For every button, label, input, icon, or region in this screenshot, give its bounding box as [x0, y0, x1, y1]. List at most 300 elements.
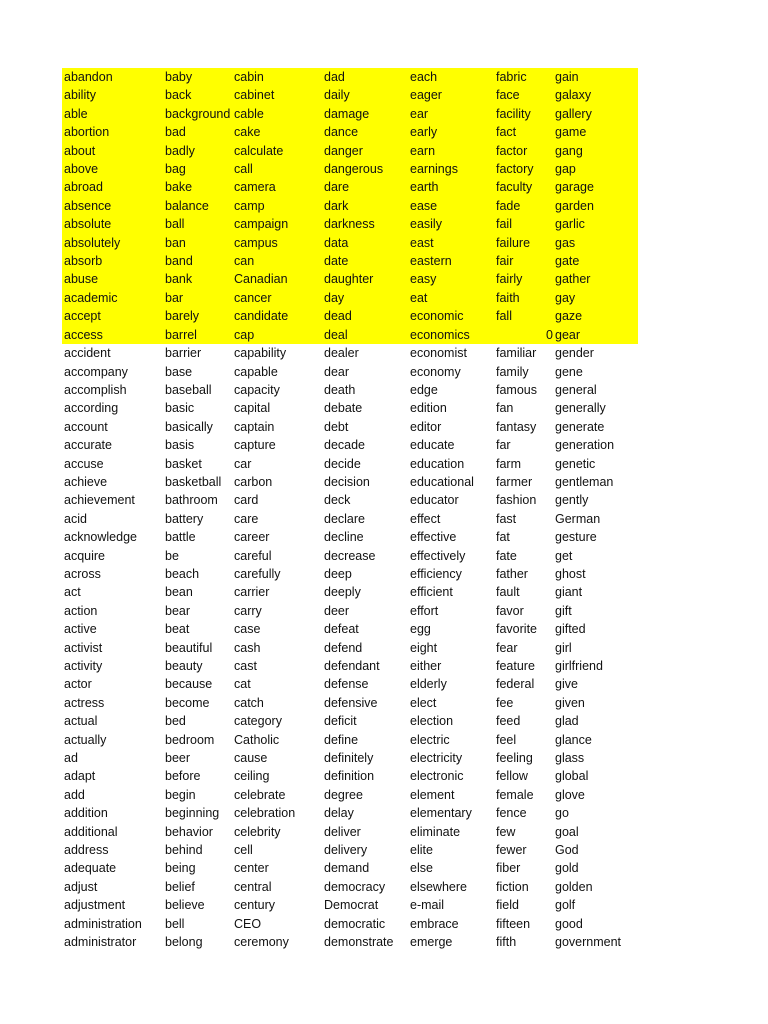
word-cell[interactable]: cable [232, 105, 322, 123]
word-cell[interactable]: actor [64, 677, 92, 692]
word-cell[interactable]: fashion [496, 493, 537, 508]
word-cell[interactable]: earth [408, 178, 494, 196]
word-cell[interactable]: fairly [494, 270, 553, 288]
word-cell[interactable]: cash [234, 640, 261, 655]
word-cell[interactable]: ear [408, 105, 494, 123]
word-cell[interactable]: electronic [410, 769, 464, 784]
word-cell[interactable]: edge [410, 382, 438, 397]
word-cell[interactable]: activist [64, 640, 103, 655]
word-cell[interactable]: fiber [496, 861, 521, 876]
word-cell[interactable]: effectively [410, 548, 466, 563]
word-cell[interactable]: administration [64, 916, 142, 931]
word-cell[interactable]: acknowledge [64, 530, 137, 545]
word-cell[interactable]: gear [553, 326, 638, 344]
word-cell[interactable]: capture [234, 438, 276, 453]
word-cell[interactable]: across [64, 566, 101, 581]
word-cell[interactable]: eat [408, 289, 494, 307]
word-cell[interactable]: egg [410, 622, 431, 637]
word-cell[interactable]: battery [165, 511, 204, 526]
word-cell[interactable]: barrel [163, 326, 232, 344]
word-cell[interactable]: basketball [165, 474, 222, 489]
word-cell[interactable]: else [410, 861, 433, 876]
word-cell[interactable]: cap [232, 326, 322, 344]
word-cell[interactable]: captain [234, 419, 275, 434]
word-cell[interactable]: gallery [553, 105, 638, 123]
word-cell[interactable]: debt [324, 419, 349, 434]
word-cell[interactable]: faith [494, 289, 553, 307]
word-cell[interactable]: ease [408, 197, 494, 215]
word-cell[interactable]: carefully [234, 566, 281, 581]
word-cell[interactable]: danger [322, 142, 408, 160]
word-cell[interactable]: embrace [410, 916, 459, 931]
word-cell[interactable]: ball [163, 215, 232, 233]
word-cell[interactable]: cat [234, 677, 251, 692]
word-cell[interactable]: bathroom [165, 493, 218, 508]
word-cell[interactable]: fear [496, 640, 518, 655]
word-cell[interactable]: glove [555, 787, 585, 802]
word-cell[interactable]: face [494, 86, 553, 104]
word-cell[interactable]: gift [555, 603, 572, 618]
word-cell[interactable]: education [410, 456, 465, 471]
word-cell[interactable]: barely [163, 307, 232, 325]
word-cell[interactable]: accomplish [64, 382, 127, 397]
word-cell[interactable]: accompany [64, 364, 128, 379]
word-cell[interactable]: farmer [496, 474, 533, 489]
word-cell[interactable]: gesture [555, 530, 597, 545]
word-cell[interactable]: elderly [410, 677, 447, 692]
word-cell[interactable]: acquire [64, 548, 105, 563]
word-cell[interactable]: ceiling [234, 769, 270, 784]
word-cell[interactable]: debate [324, 401, 363, 416]
word-cell[interactable]: add [64, 787, 85, 802]
word-cell[interactable]: case [234, 622, 261, 637]
word-cell[interactable]: father [496, 566, 528, 581]
word-cell[interactable]: beach [165, 566, 200, 581]
word-cell[interactable]: absorb [62, 252, 163, 270]
word-cell[interactable]: goal [555, 824, 579, 839]
word-cell[interactable]: cancer [232, 289, 322, 307]
word-cell[interactable]: card [234, 493, 259, 508]
word-cell[interactable]: baby [163, 68, 232, 86]
word-cell[interactable]: golden [555, 879, 593, 894]
word-cell[interactable]: fade [494, 197, 553, 215]
word-cell[interactable]: ban [163, 234, 232, 252]
word-cell[interactable]: deer [324, 603, 350, 618]
word-cell[interactable]: economics [408, 326, 494, 344]
word-cell[interactable]: can [232, 252, 322, 270]
word-cell[interactable]: achieve [64, 474, 108, 489]
word-cell[interactable]: deficit [324, 714, 357, 729]
word-cell[interactable]: defendant [324, 659, 380, 673]
word-cell[interactable]: about [62, 142, 163, 160]
word-cell[interactable]: feed [496, 714, 521, 729]
word-cell[interactable]: defeat [324, 622, 359, 637]
word-cell[interactable]: band [163, 252, 232, 270]
word-cell[interactable]: gold [555, 861, 579, 876]
word-cell[interactable]: family [496, 364, 529, 379]
word-cell[interactable]: eliminate [410, 824, 461, 839]
word-cell[interactable]: feel [496, 732, 517, 747]
word-cell[interactable]: general [555, 382, 597, 397]
word-cell[interactable]: feeling [496, 751, 533, 766]
word-cell[interactable]: background [163, 105, 232, 123]
word-cell[interactable]: gene [555, 364, 583, 379]
word-cell[interactable]: fair [494, 252, 553, 270]
word-cell[interactable]: dance [322, 123, 408, 141]
word-cell[interactable]: definitely [324, 751, 374, 766]
word-cell[interactable]: get [555, 548, 573, 563]
word-cell[interactable]: fiction [496, 879, 529, 894]
word-cell[interactable]: define [324, 732, 359, 747]
word-cell[interactable]: fantasy [496, 419, 537, 434]
word-cell[interactable]: gender [555, 346, 594, 361]
word-cell[interactable]: bank [163, 270, 232, 288]
word-cell[interactable]: celebration [234, 806, 296, 821]
word-cell[interactable]: effect [410, 511, 441, 526]
word-cell[interactable]: account [64, 419, 108, 434]
word-cell[interactable]: calculate [232, 142, 322, 160]
word-cell[interactable]: effective [410, 530, 457, 545]
word-cell[interactable]: actually [64, 732, 107, 747]
word-cell[interactable]: dad [322, 68, 408, 86]
word-cell[interactable]: fast [496, 511, 517, 526]
word-cell[interactable]: acid [64, 511, 87, 526]
word-cell[interactable]: favor [496, 603, 524, 618]
word-cell[interactable]: administrator [64, 935, 137, 950]
word-cell[interactable]: belief [165, 879, 195, 894]
word-cell[interactable]: beginning [165, 806, 220, 821]
word-cell[interactable]: gather [553, 270, 638, 288]
word-cell[interactable]: far [496, 438, 511, 453]
word-cell[interactable]: abortion [62, 123, 163, 141]
word-cell[interactable]: basis [165, 438, 195, 453]
word-cell[interactable]: celebrate [234, 787, 286, 802]
word-cell[interactable]: elect [410, 695, 437, 710]
word-cell[interactable]: decline [324, 530, 364, 545]
word-cell[interactable]: campus [232, 234, 322, 252]
word-cell[interactable]: gay [553, 289, 638, 307]
word-cell[interactable]: defensive [324, 695, 378, 710]
word-cell[interactable]: capable [234, 364, 278, 379]
word-cell[interactable]: gain [553, 68, 638, 86]
word-cell[interactable]: good [555, 916, 583, 931]
word-cell[interactable]: eager [408, 86, 494, 104]
word-cell[interactable]: adjustment [64, 898, 126, 913]
word-cell[interactable]: actual [64, 714, 98, 729]
word-cell[interactable]: failure [494, 234, 553, 252]
word-cell[interactable]: baseball [165, 382, 212, 397]
word-cell[interactable]: democratic [324, 916, 386, 931]
word-cell[interactable]: daily [322, 86, 408, 104]
word-cell[interactable]: career [234, 530, 270, 545]
word-cell[interactable]: belong [165, 935, 203, 950]
word-cell[interactable]: cell [234, 843, 253, 858]
word-cell[interactable]: before [165, 769, 201, 784]
word-cell[interactable]: facility [494, 105, 553, 123]
word-cell[interactable]: generate [555, 419, 605, 434]
word-cell[interactable]: accident [64, 346, 111, 361]
word-cell[interactable]: gaze [553, 307, 638, 325]
word-cell[interactable]: ad [64, 751, 78, 766]
word-cell[interactable]: absolute [62, 215, 163, 233]
word-cell[interactable]: gas [553, 234, 638, 252]
word-cell[interactable]: garlic [553, 215, 638, 233]
word-cell[interactable]: be [165, 548, 179, 563]
word-cell[interactable]: fee [496, 695, 514, 710]
word-cell[interactable]: fail [494, 215, 553, 233]
word-cell[interactable]: ceremony [234, 935, 289, 950]
word-cell[interactable]: Canadian [232, 270, 322, 288]
word-cell[interactable]: electric [410, 732, 450, 747]
word-cell[interactable]: deep [324, 566, 352, 581]
word-cell[interactable]: center [234, 861, 269, 876]
word-cell[interactable]: effort [410, 603, 439, 618]
word-cell[interactable]: catch [234, 695, 264, 710]
word-cell[interactable]: basically [165, 419, 213, 434]
word-cell[interactable]: accurate [64, 438, 112, 453]
word-cell[interactable]: degree [324, 787, 363, 802]
word-cell[interactable]: few [496, 824, 516, 839]
word-cell[interactable]: capability [234, 346, 287, 361]
word-cell[interactable]: democracy [324, 879, 386, 894]
word-cell[interactable]: car [234, 456, 252, 471]
word-cell[interactable]: dare [322, 178, 408, 196]
word-cell[interactable]: Catholic [234, 732, 280, 747]
word-cell[interactable]: e-mail [410, 898, 445, 913]
word-cell[interactable]: believe [165, 898, 205, 913]
word-cell[interactable]: ability [62, 86, 163, 104]
word-cell[interactable]: century [234, 898, 275, 913]
word-cell[interactable]: fewer [496, 843, 527, 858]
word-cell[interactable]: garage [553, 178, 638, 196]
word-cell[interactable]: camera [232, 178, 322, 196]
word-cell[interactable]: decide [324, 456, 361, 471]
word-cell[interactable]: galaxy [553, 86, 638, 104]
word-cell[interactable]: bedroom [165, 732, 215, 747]
word-cell[interactable]: fate [496, 548, 517, 563]
word-cell[interactable]: because [165, 677, 213, 692]
word-cell[interactable]: according [64, 401, 119, 416]
word-cell[interactable]: giant [555, 585, 583, 600]
word-cell[interactable]: fence [496, 806, 527, 821]
word-cell[interactable]: capacity [234, 382, 280, 397]
word-cell[interactable]: fan [496, 401, 514, 416]
word-cell[interactable]: economist [410, 346, 467, 361]
word-cell[interactable]: data [322, 234, 408, 252]
word-cell[interactable]: bed [165, 714, 186, 729]
word-cell[interactable]: cause [234, 751, 268, 766]
word-cell[interactable]: defense [324, 677, 369, 692]
word-cell[interactable]: daughter [322, 270, 408, 288]
word-cell[interactable]: efficient [410, 585, 453, 600]
word-cell[interactable]: decrease [324, 548, 376, 563]
word-cell[interactable]: damage [322, 105, 408, 123]
word-cell[interactable]: economy [410, 364, 461, 379]
word-cell[interactable]: farm [496, 456, 521, 471]
word-cell[interactable]: give [555, 677, 578, 692]
word-cell[interactable]: able [62, 105, 163, 123]
word-cell[interactable]: call [232, 160, 322, 178]
word-cell[interactable]: global [555, 769, 589, 784]
word-cell[interactable]: federal [496, 677, 535, 692]
word-cell[interactable]: become [165, 695, 210, 710]
word-cell[interactable]: Democrat [324, 898, 379, 913]
word-cell[interactable]: begin [165, 787, 196, 802]
word-cell[interactable]: balance [163, 197, 232, 215]
word-cell[interactable]: easy [408, 270, 494, 288]
word-cell[interactable]: delivery [324, 843, 368, 858]
word-cell[interactable]: educator [410, 493, 459, 508]
word-cell[interactable]: dead [322, 307, 408, 325]
word-cell[interactable]: decision [324, 474, 370, 489]
word-cell[interactable]: generally [555, 401, 606, 416]
word-cell[interactable]: golf [555, 898, 576, 913]
word-cell[interactable]: day [322, 289, 408, 307]
word-cell[interactable]: dangerous [322, 160, 408, 178]
word-cell[interactable]: feature [496, 659, 535, 673]
word-cell[interactable]: gentleman [555, 474, 614, 489]
word-cell[interactable]: easily [408, 215, 494, 233]
word-cell[interactable]: given [555, 695, 585, 710]
word-cell[interactable]: famous [496, 382, 537, 397]
word-cell[interactable]: go [555, 806, 569, 821]
word-cell[interactable]: fault [496, 585, 520, 600]
word-cell[interactable]: faculty [494, 178, 553, 196]
word-cell[interactable]: careful [234, 548, 272, 563]
word-cell[interactable]: beer [165, 751, 191, 766]
word-cell[interactable]: beautiful [165, 640, 213, 655]
word-cell[interactable]: bean [165, 585, 193, 600]
word-cell[interactable]: earn [408, 142, 494, 160]
word-cell[interactable]: base [165, 364, 193, 379]
word-cell[interactable]: fifteen [496, 916, 531, 931]
word-cell[interactable]: decade [324, 438, 366, 453]
word-cell[interactable]: achievement [64, 493, 135, 508]
word-cell[interactable]: cast [234, 659, 257, 673]
word-cell[interactable]: absence [62, 197, 163, 215]
word-cell[interactable]: back [163, 86, 232, 104]
word-cell[interactable]: actress [64, 695, 105, 710]
word-cell[interactable]: fellow [496, 769, 528, 784]
word-cell[interactable]: earnings [408, 160, 494, 178]
word-cell[interactable]: fifth [496, 935, 517, 950]
word-cell[interactable]: cabinet [232, 86, 322, 104]
word-cell[interactable]: bell [165, 916, 185, 931]
word-cell[interactable]: defend [324, 640, 363, 655]
word-cell[interactable]: delay [324, 806, 354, 821]
word-cell[interactable]: German [555, 511, 601, 526]
word-cell[interactable]: girlfriend [555, 659, 603, 673]
word-cell[interactable]: cabin [232, 68, 322, 86]
word-cell[interactable]: gently [555, 493, 589, 508]
word-cell[interactable]: efficiency [410, 566, 462, 581]
word-cell[interactable]: celebrity [234, 824, 281, 839]
word-cell[interactable]: beauty [165, 659, 203, 673]
word-cell[interactable]: being [165, 861, 196, 876]
word-cell[interactable]: demand [324, 861, 370, 876]
word-cell[interactable]: activity [64, 659, 103, 673]
word-cell[interactable]: deck [324, 493, 351, 508]
word-cell[interactable]: early [408, 123, 494, 141]
word-cell[interactable]: garden [553, 197, 638, 215]
word-cell[interactable]: gap [553, 160, 638, 178]
word-cell[interactable]: glass [555, 751, 585, 766]
word-cell[interactable]: cake [232, 123, 322, 141]
word-cell[interactable]: declare [324, 511, 365, 526]
word-cell[interactable]: gang [553, 142, 638, 160]
word-cell[interactable]: bake [163, 178, 232, 196]
word-cell[interactable]: God [555, 843, 579, 858]
word-cell[interactable]: carry [234, 603, 262, 618]
word-cell[interactable]: field [496, 898, 519, 913]
word-cell[interactable]: act [64, 585, 81, 600]
word-cell[interactable]: elite [410, 843, 433, 858]
word-cell[interactable]: behavior [165, 824, 213, 839]
word-cell[interactable]: camp [232, 197, 322, 215]
word-cell[interactable]: generation [555, 438, 615, 453]
word-cell[interactable]: abuse [62, 270, 163, 288]
word-cell[interactable]: electricity [410, 751, 463, 766]
word-cell[interactable]: factory [494, 160, 553, 178]
word-cell[interactable]: definition [324, 769, 375, 784]
word-cell[interactable]: accuse [64, 456, 104, 471]
word-cell[interactable]: demonstrate [324, 935, 394, 950]
word-cell[interactable]: eight [410, 640, 438, 655]
word-cell[interactable]: active [64, 622, 97, 637]
word-cell[interactable]: campaign [232, 215, 322, 233]
word-cell[interactable]: deeply [324, 585, 361, 600]
word-cell[interactable]: CEO [234, 916, 262, 931]
word-cell[interactable]: adequate [64, 861, 117, 876]
word-cell[interactable]: bar [163, 289, 232, 307]
word-cell[interactable]: beat [165, 622, 190, 637]
word-cell[interactable]: death [324, 382, 356, 397]
word-cell[interactable]: absolutely [62, 234, 163, 252]
word-cell[interactable]: editor [410, 419, 442, 434]
word-cell[interactable]: address [64, 843, 109, 858]
word-cell[interactable]: basket [165, 456, 202, 471]
word-cell[interactable]: female [496, 787, 534, 802]
word-cell[interactable]: action [64, 603, 98, 618]
word-cell[interactable]: east [408, 234, 494, 252]
word-cell[interactable]: gate [553, 252, 638, 270]
word-cell[interactable]: abroad [62, 178, 163, 196]
word-cell[interactable]: genetic [555, 456, 596, 471]
word-cell[interactable]: gifted [555, 622, 586, 637]
word-cell[interactable]: each [408, 68, 494, 86]
word-cell[interactable]: academic [62, 289, 163, 307]
word-cell[interactable]: fabric [494, 68, 553, 86]
word-cell[interactable]: either [410, 659, 442, 673]
word-cell[interactable]: election [410, 714, 454, 729]
word-cell[interactable]: adapt [64, 769, 96, 784]
word-cell[interactable]: elementary [410, 806, 472, 821]
word-cell[interactable]: accept [62, 307, 163, 325]
word-cell[interactable]: abandon [62, 68, 163, 86]
word-cell[interactable]: government [555, 935, 622, 950]
word-cell[interactable]: candidate [232, 307, 322, 325]
word-cell[interactable]: familiar [496, 346, 537, 361]
word-cell[interactable]: deliver [324, 824, 361, 839]
word-cell[interactable]: favorite [496, 622, 537, 637]
word-cell[interactable]: glad [555, 714, 579, 729]
word-cell[interactable]: adjust [64, 879, 98, 894]
word-cell[interactable]: educate [410, 438, 455, 453]
word-cell[interactable]: fact [494, 123, 553, 141]
word-cell[interactable]: capital [234, 401, 271, 416]
word-cell[interactable]: emerge [410, 935, 453, 950]
word-cell[interactable]: glance [555, 732, 592, 747]
